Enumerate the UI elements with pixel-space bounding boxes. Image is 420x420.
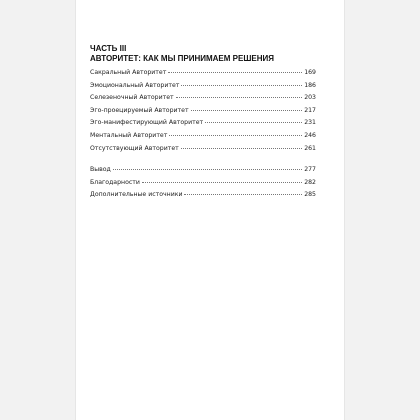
toc-list-back-matter: [90, 166, 316, 204]
dot-leader: [113, 169, 302, 170]
toc-entry-page-number: 285: [304, 191, 316, 199]
dot-leader: [181, 85, 302, 86]
dot-leader: [181, 148, 302, 149]
toc-entry: [90, 69, 316, 82]
toc-entry: [90, 94, 316, 107]
toc-entry: [90, 132, 316, 145]
toc-entry-title: Благодарности: [90, 178, 140, 186]
book-page: [76, 0, 344, 420]
toc-entry-page-number: 246: [304, 131, 316, 139]
toc-entry-page-number: 231: [304, 119, 316, 127]
toc-entry-title: Сакральный Авторитет: [90, 69, 167, 76]
toc-list-authorities: [90, 69, 316, 157]
dot-leader: [205, 122, 302, 123]
part-label: ЧАСТЬ III: [90, 44, 127, 53]
toc-entry: [90, 166, 316, 179]
dot-leader: [184, 194, 302, 195]
toc-entry: [90, 191, 316, 204]
toc-entry-page-number: 186: [304, 81, 316, 89]
toc-entry-title: Отсутствующий Авторитет: [90, 144, 179, 152]
toc-entry-page-number: 282: [304, 178, 316, 186]
toc-entry-title: Ментальный Авторитет: [90, 131, 168, 139]
dot-leader: [169, 135, 302, 136]
toc-entry: [90, 82, 316, 95]
toc-entry-page-number: 277: [304, 166, 316, 173]
dot-leader: [168, 72, 302, 73]
toc-entry: [90, 119, 316, 132]
toc-entry: [90, 107, 316, 120]
toc-entry-title: Вывод: [90, 166, 111, 173]
toc-entry-page-number: 217: [304, 106, 316, 114]
section-heading: [90, 44, 274, 64]
dot-leader: [142, 182, 302, 183]
toc-entry-page-number: 169: [304, 69, 316, 76]
toc-entry-title: Эмоциональный Авторитет: [90, 81, 180, 89]
toc-entry-title: Эго-проецируемый Авторитет: [90, 106, 189, 114]
dot-leader: [176, 97, 303, 98]
dot-leader: [191, 110, 303, 111]
toc-entry-page-number: 203: [304, 94, 316, 102]
toc-entry: [90, 145, 316, 158]
toc-entry-title: Селезеночный Авторитет: [90, 94, 174, 102]
toc-entry-page-number: 261: [304, 144, 316, 152]
toc-entry: [90, 179, 316, 192]
toc-entry-title: Дополнительные источники: [90, 191, 183, 199]
toc-entry-title: Эго-манифестирующий Авторитет: [90, 119, 204, 127]
section-title: АВТОРИТЕТ: КАК МЫ ПРИНИМАЕМ РЕШЕНИЯ: [90, 54, 274, 63]
